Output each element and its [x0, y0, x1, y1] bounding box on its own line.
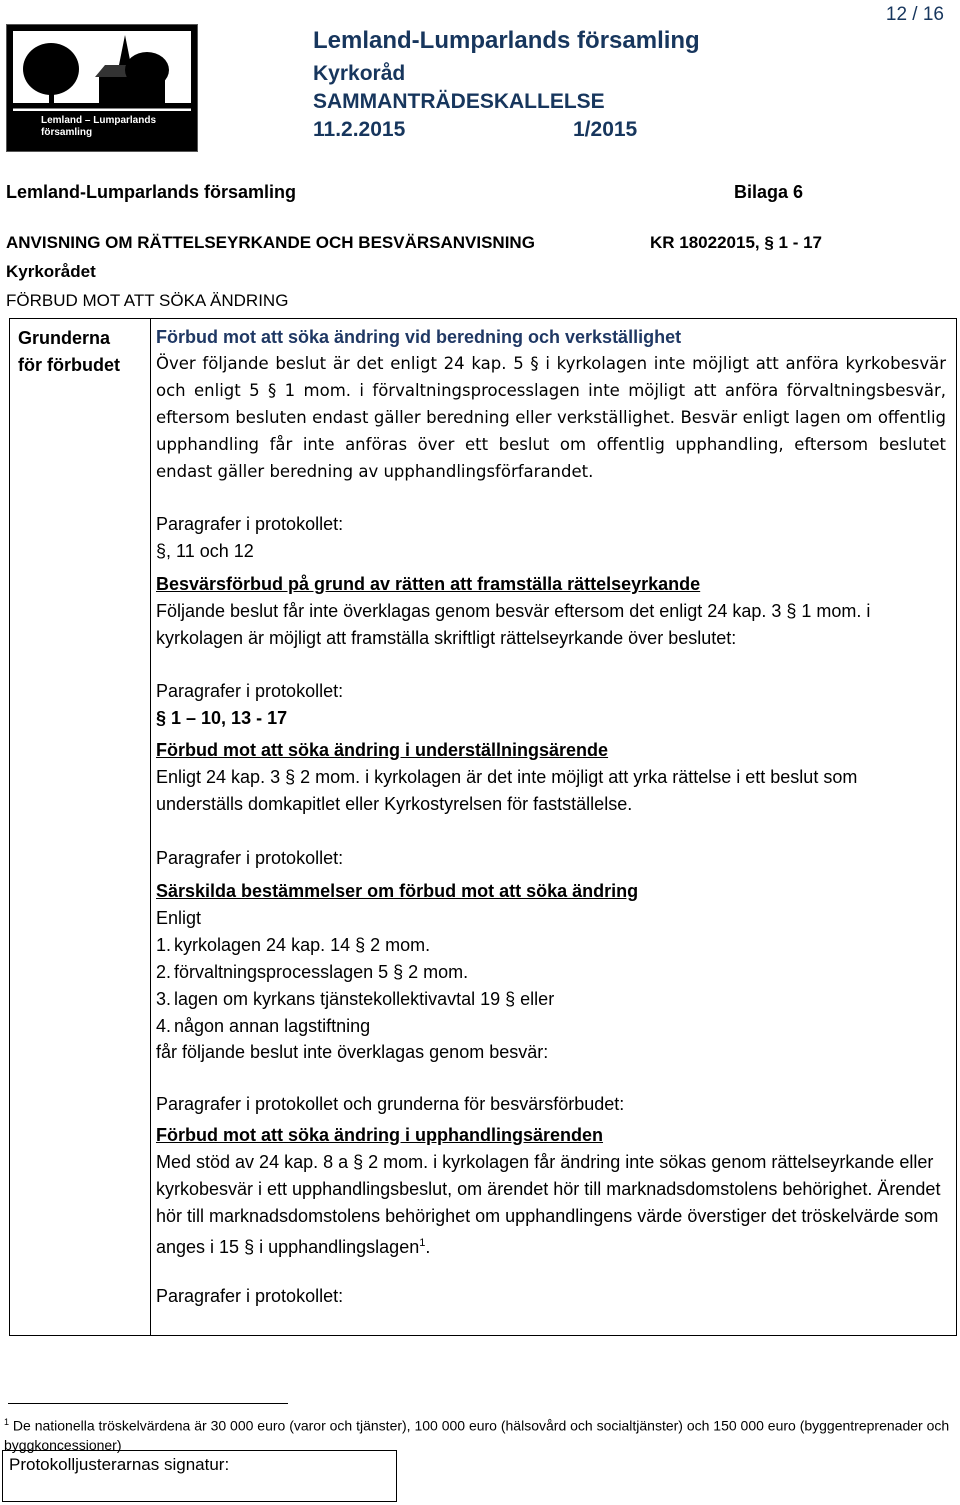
grounds-label-line1: Grunderna	[18, 328, 111, 348]
paragraphs-value-1: §, 11 och 12	[156, 541, 254, 561]
paragraphs-label-2: Paragrafer i protokollet:	[156, 681, 344, 701]
footnote-ref: 1	[419, 1237, 426, 1249]
header-date: 11.2.2015	[313, 118, 406, 141]
section-text-preparation: Över följande beslut är det enligt 24 kap. 5 § i kyrkolagen inte möjligt att anföra kyrkobesvär och enligt 5 § 1 mom. i förvaltningsprocesslagen inte möjligt att anföra förvaltningsbesvär, eftersom besluten endast gäller beredning eller verkställighet. Besvär enligt lagen om offentlig upphandling får inte anföras över ett beslut om offentlig upphandling, eftersom beslutet endast gäller beredning av upphandlingsförfarandet.	[156, 354, 946, 481]
grounds-label	[18, 325, 120, 379]
footnote-text: De nationella tröskelvärdena är 30 000 euro (varor och tjänster), 100 000 euro (hälsovård och socialtjänster) och 150 000 euro (byggentreprenader och byggkoncessioner)	[4, 1417, 950, 1453]
paragraphs-label-1: Paragrafer i protokollet:	[156, 514, 344, 534]
section-title-special-provisions: Särskilda bestämmelser om förbud mot att söka ändring	[156, 881, 639, 901]
attachment-org: Lemland-Lumparlands församling	[6, 182, 297, 202]
special-provisions-outro: får följande beslut inte överklagas genom besvär:	[156, 1042, 549, 1062]
section-text-rectification: Följande beslut får inte överklagas genom besvär eftersom det enligt 24 kap. 3 § 1 mom. i kyrkolagen är möjligt att framställa skriftligt rättelseyrkande över beslutet:	[156, 601, 871, 648]
document-heading: ANVISNING OM RÄTTELSEYRKANDE OCH BESVÄRSANVISNING	[6, 233, 535, 252]
list-item: 4. någon annan lagstiftning	[156, 1016, 371, 1036]
paragraphs-value-2: § 1 – 10, 13 - 17	[156, 708, 288, 728]
paragraphs-label-5: Paragrafer i protokollet:	[156, 1286, 344, 1306]
signature-label: Protokolljusterarnas signatur:	[9, 1455, 230, 1474]
page-number: 12 / 16	[885, 4, 944, 25]
parish-logo	[6, 24, 198, 152]
special-provisions-list	[156, 932, 946, 1040]
section-title-confirmation: Förbud mot att söka ändring i underställningsärende	[156, 740, 609, 760]
section-subheading: FÖRBUD MOT ATT SÖKA ÄNDRING	[6, 291, 289, 310]
section-text-confirmation: Enligt 24 kap. 3 § 2 mom. i kyrkolagen är det inte möjligt att yrka rättelse i ett beslut som underställs domkapitlet eller Kyrkostyrelsen för fastställelse.	[156, 767, 858, 814]
footnote	[4, 1413, 954, 1455]
grounds-label-line2: för förbudet	[18, 355, 120, 375]
header-issue: 1/2015	[573, 118, 638, 141]
council-name: Kyrkorådet	[6, 262, 96, 281]
logo-text: Lemland – Lumparlands församling	[41, 115, 157, 138]
signature-box	[2, 1450, 397, 1502]
header-org: Lemland-Lumparlands församling	[313, 27, 700, 54]
attachment-label: Bilaga 6	[734, 182, 804, 202]
section-text-procurement: Med stöd av 24 kap. 8 a § 2 mom. i kyrkolagen får ändring inte sökas genom rättelseyrkande eller kyrkobesvär i ett upphandlingsbeslut, om ärendet hör till marknadsdomstolens behörighet. Ärendet hör till marknadsdomstolens behörighet om upphandlingens värde överstiger det tröskelvärde som anges i 15 § i upphandlingslagen$^1$.	[156, 1152, 941, 1257]
special-provisions-intro: Enligt	[156, 908, 202, 928]
section-title-rectification: Besvärsförbud på grund av rätten att framställa rättelseyrkande	[156, 574, 701, 594]
list-item: 2. förvaltningsprocesslagen 5 § 2 mom.	[156, 962, 469, 982]
section-title-procurement: Förbud mot att söka ändring i upphandlingsärenden	[156, 1125, 604, 1145]
paragraphs-label-4: Paragrafer i protokollet och grunderna för besvärsförbudet:	[156, 1094, 625, 1114]
header-body-name: Kyrkoråd	[313, 62, 406, 85]
section-title-preparation: Förbud mot att söka ändring vid beredning och verkställighet	[156, 327, 682, 347]
list-item: 1. kyrkolagen 24 kap. 14 § 2 mom.	[156, 935, 431, 955]
meeting-reference: KR 18022015, § 1 - 17	[650, 233, 823, 252]
column-divider	[150, 319, 151, 1335]
paragraphs-label-3: Paragrafer i protokollet:	[156, 848, 344, 868]
footnote-mark: 1	[4, 1417, 10, 1427]
list-item: 3. lagen om kyrkans tjänstekollektivavtal 19 § eller	[156, 989, 555, 1009]
header-doc-type: SAMMANTRÄDESKALLELSE	[313, 90, 605, 113]
footnote-separator	[8, 1403, 288, 1404]
